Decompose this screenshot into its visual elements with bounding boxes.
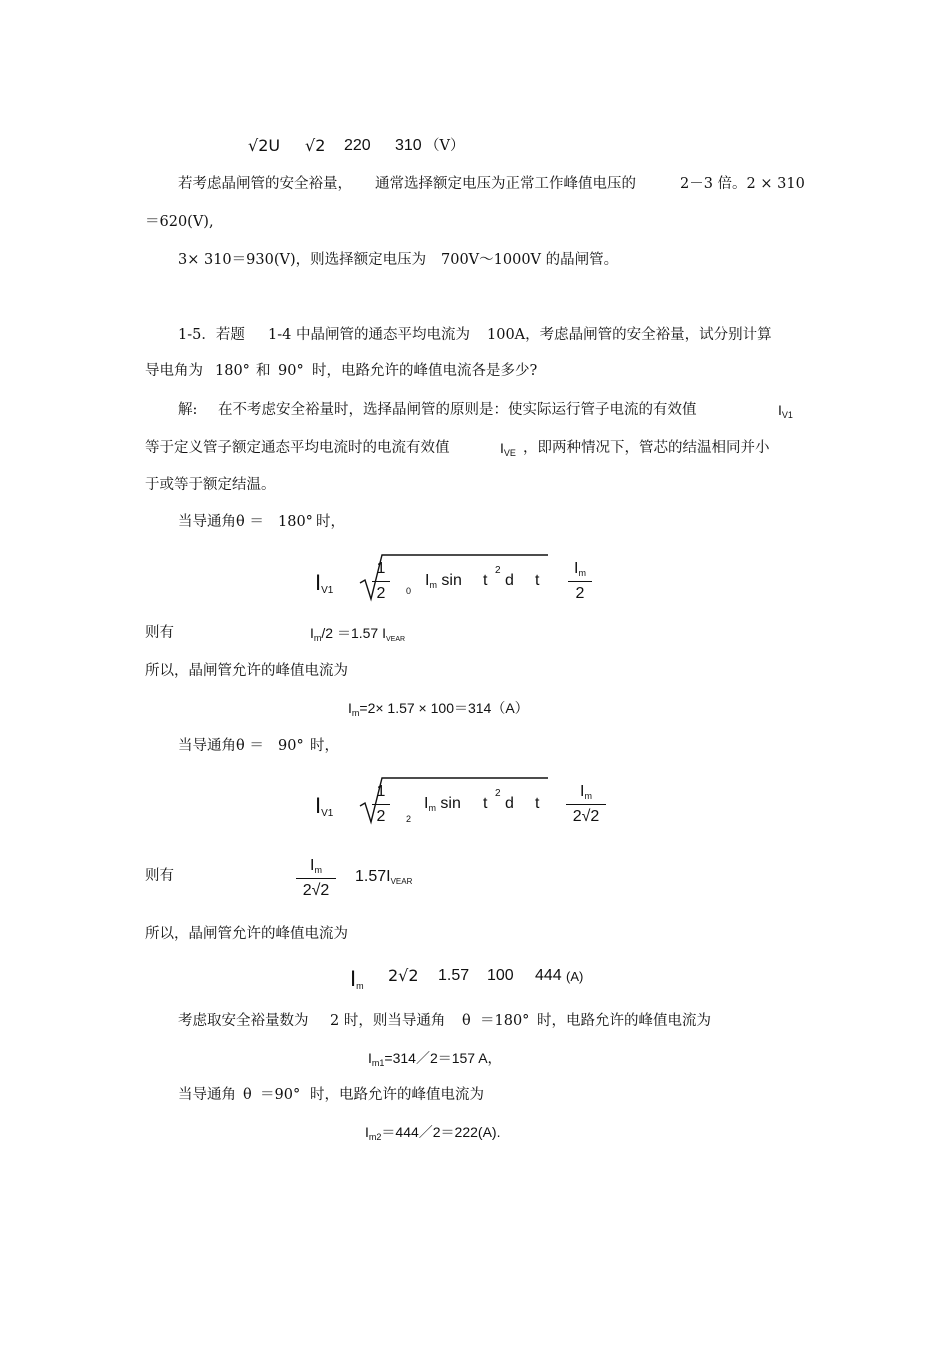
conclusion1: 所以，晶闸管允许的峰值电流为 (145, 663, 348, 679)
f1-inner-fraction: 1 2 (372, 560, 390, 603)
solution-text-2: 等于定义管子额定通态平均电流时的电流有效值 (145, 440, 450, 456)
peak-current-180: $I_m=2\times 1.57 \times 100=314(A)$ (348, 700, 529, 718)
case180-c: 时， (316, 514, 345, 530)
margin-d: ＝180° (480, 1013, 530, 1029)
para2-b: 700V～1000V 的晶闸管。 (441, 252, 619, 268)
para2-a: 3× 310＝930(V)，则选择额定电压为 (178, 252, 427, 268)
im1-result: $I_{m1}=314/2=157$ A， (368, 1050, 502, 1068)
question-text-b: 100A，考虑晶闸管的安全裕量，试分别计算 (487, 327, 772, 343)
f2-lhs: $I_{V1}$ (315, 793, 334, 819)
result2-rhs: $1.57I_{VEAR}$ (355, 868, 413, 886)
symbol-ive: $I_{VE}$ (500, 440, 516, 458)
solution-text-1: 在不考虑安全裕量时，选择晶闸管的原则是：使实际运行管子电流的有效值 (218, 402, 697, 418)
case180-a: 当导通角θ ＝ (178, 514, 264, 530)
f2-result-fraction: $I_m$ 2√2 (566, 783, 606, 826)
formula-310: 310 (395, 137, 422, 154)
margin-theta: θ (462, 1013, 471, 1029)
f1-lower-limit: 0 (406, 586, 412, 596)
question-text-a: 1-4 中晶闸管的通态平均电流为 (268, 327, 470, 343)
f1-result-fraction: $I_m$ 2 (568, 560, 592, 603)
case90b-d: 时，电路允许的峰值电流为 (310, 1087, 484, 1103)
para1-c: 2－3 倍。2 × 310 (680, 176, 805, 192)
f1-power: 2 (495, 565, 501, 576)
f1-d: d (505, 572, 514, 589)
result1-label: 则有 (145, 625, 174, 641)
im2-result: $I_{m2}=444/2=222(A)$. (365, 1124, 501, 1142)
f2-t: t (483, 795, 488, 812)
question2-b: 180° (215, 363, 250, 379)
case90-b: 90° (278, 738, 304, 754)
para1-a: 若考虑晶闸管的安全裕量， (178, 176, 352, 192)
formula-sqrt2: √2 (305, 136, 326, 155)
peak-90-unit: (A) (566, 969, 584, 984)
formula-sqrt2u: √2U (248, 136, 281, 155)
result2-label: 则有 (145, 868, 174, 884)
case90-a: 当导通角θ ＝ (178, 738, 264, 754)
margin-e: 时，电路允许的峰值电流为 (537, 1013, 711, 1029)
case180-b: 180° (278, 514, 313, 530)
result1-eq: $I_m/2 =1.57$ $I_{VEAR}$ (310, 625, 406, 643)
f1-dt: t (535, 572, 540, 589)
f2-lower-limit: 2 (406, 814, 412, 824)
solution-text-3: 于或等于额定结温。 (145, 477, 276, 493)
question2-d: 90° (278, 363, 304, 379)
case90-c: 时， (310, 738, 339, 754)
question2-c: 和 (256, 363, 271, 379)
question2-e: 时，电路允许的峰值电流各是多少? (312, 363, 538, 379)
result2-fraction: $I_m$ 2√2 (296, 857, 336, 900)
f2-dt: t (535, 795, 540, 812)
f1-lhs: $I_{V1}$ (315, 570, 334, 596)
f1-integrand: $I_m$ sin (425, 572, 462, 590)
margin-b: 2 时，则当导通角 (330, 1013, 446, 1029)
para1-cont: ＝620(V), (145, 214, 214, 230)
formula-unit-v: （V） (425, 138, 465, 154)
f1-t: t (483, 572, 488, 589)
case90b-theta: θ (243, 1087, 252, 1103)
case90b-a: 当导通角 (178, 1087, 236, 1103)
solution-text-2b: ，即两种情况下，管芯的结温相同并小 (523, 440, 770, 456)
solution-label: 解: (178, 402, 198, 418)
peak-90-444: 444 (535, 967, 562, 984)
formula-220: 220 (344, 137, 371, 154)
peak-90-100: 100 (487, 967, 514, 984)
para1-b: 通常选择额定电压为正常工作峰值电压的 (375, 176, 636, 192)
conclusion2: 所以，晶闸管允许的峰值电流为 (145, 926, 348, 942)
question-number: 1-5．若题 (178, 327, 245, 343)
peak-current-90: $I_m$ (350, 966, 364, 991)
margin-a: 考虑取安全裕量数为 (178, 1013, 309, 1029)
question2-a: 导电角为 (145, 363, 203, 379)
case90b-c: ＝90° (260, 1087, 301, 1103)
f2-power: 2 (495, 788, 501, 799)
f2-integrand: $I_m$ sin (424, 795, 461, 813)
symbol-iv1: $I_{V1}$ (778, 402, 793, 420)
peak-90-157: 1.57 (438, 967, 470, 984)
f2-d: d (505, 795, 514, 812)
peak-90-factor: 2√2 (388, 966, 419, 985)
f2-inner-fraction: 1 2 (372, 783, 390, 826)
